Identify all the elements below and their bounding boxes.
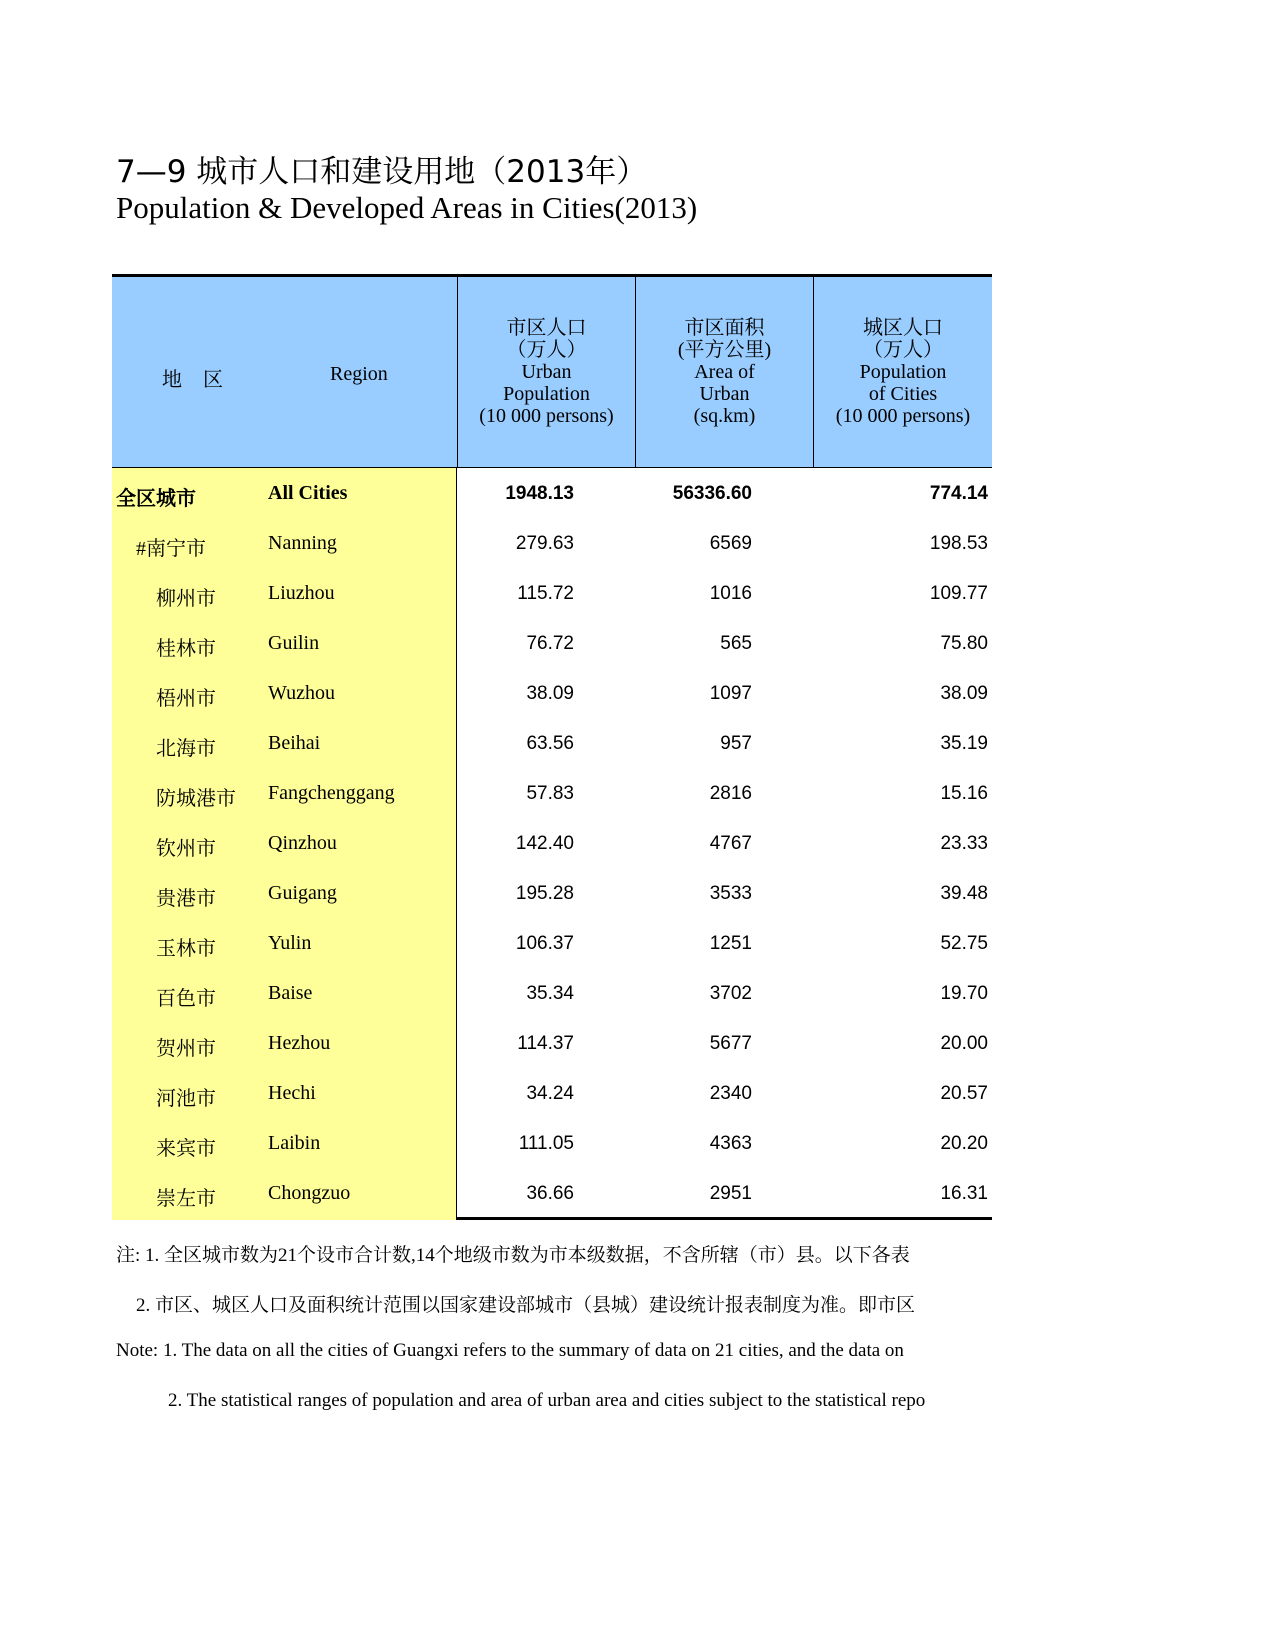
urban-population-value: 115.72 xyxy=(517,583,574,604)
table-row xyxy=(112,620,992,670)
header-text: (10 000 persons) xyxy=(479,405,614,427)
header-urban-area xyxy=(635,277,813,467)
note-cn-2: 2. 市区、城区人口及面积统计范围以国家建设部城市（县城）建设统计报表制度为准。即市区 xyxy=(136,1295,916,1316)
header-text: （万人） xyxy=(506,339,587,361)
region-name-cn: 贺州市 xyxy=(156,1038,216,1060)
urban-area-value: 6569 xyxy=(709,533,752,554)
region-name-cn: 梧州市 xyxy=(156,688,216,710)
region-name-cn: 来宾市 xyxy=(156,1138,216,1160)
header-text: (平方公里) xyxy=(677,339,772,361)
table-row xyxy=(112,670,992,720)
city-population-value: 15.16 xyxy=(940,783,988,804)
city-population-value: 16.31 xyxy=(940,1183,988,1204)
region-name-en: All Cities xyxy=(268,482,348,504)
header-text: 城区人口 xyxy=(863,317,943,339)
region-name-cn: 钦州市 xyxy=(156,838,216,860)
city-population-value: 38.09 xyxy=(940,683,988,704)
header-text: Area of xyxy=(694,361,755,383)
city-population-value: 20.00 xyxy=(940,1033,988,1054)
city-population-value: 39.48 xyxy=(940,883,988,904)
urban-area-value: 2340 xyxy=(709,1083,752,1104)
page-title-english: Population & Developed Areas in Cities(2013) xyxy=(116,190,698,225)
urban-population-value: 114.37 xyxy=(517,1033,574,1054)
urban-area-value: 3702 xyxy=(709,983,752,1004)
region-name-en: Liuzhou xyxy=(268,582,335,604)
region-name-en: Wuzhou xyxy=(268,682,335,704)
table-row xyxy=(112,1120,992,1170)
urban-area-value: 1251 xyxy=(709,933,752,954)
city-population-value: 19.70 xyxy=(940,983,988,1004)
table-row xyxy=(112,720,992,770)
header-urban-population xyxy=(457,277,635,467)
table-row xyxy=(112,1170,992,1220)
table-row xyxy=(112,570,992,620)
header-text: Urban xyxy=(521,361,572,383)
region-name-cn: #南宁市 xyxy=(136,538,206,560)
region-name-en: Hechi xyxy=(268,1082,316,1104)
header-region-cn: 地 区 xyxy=(162,369,231,391)
note-en-1: Note: 1. The data on all the cities of Guangxi refers to the summary of data on 21 cities, and the data on xyxy=(116,1340,904,1361)
urban-population-value: 57.83 xyxy=(526,783,574,804)
city-population-value: 198.53 xyxy=(929,533,988,554)
region-name-cn: 桂林市 xyxy=(156,638,216,660)
urban-population-value: 38.09 xyxy=(526,683,574,704)
region-name-en: Baise xyxy=(268,982,313,1004)
region-name-cn: 崇左市 xyxy=(156,1188,216,1210)
region-name-cn: 玉林市 xyxy=(156,938,216,960)
table-row xyxy=(112,820,992,870)
region-name-cn: 柳州市 xyxy=(156,588,216,610)
urban-area-value: 957 xyxy=(720,733,752,754)
table-row xyxy=(112,770,992,820)
page-title-chinese: 7—9 城市人口和建设用地（2013年） xyxy=(116,154,648,190)
city-population-value: 35.19 xyxy=(940,733,988,754)
city-population-value: 774.14 xyxy=(929,483,988,504)
region-name-en: Guigang xyxy=(268,882,337,904)
table-row xyxy=(112,870,992,920)
table-row xyxy=(112,970,992,1020)
region-name-en: Guilin xyxy=(268,632,320,654)
region-name-cn: 北海市 xyxy=(156,738,216,760)
table-row xyxy=(112,520,992,570)
table-notes xyxy=(116,1240,992,1410)
header-region-en: Region xyxy=(330,363,388,385)
region-name-cn: 贵港市 xyxy=(156,888,216,910)
urban-area-value: 5677 xyxy=(709,1033,752,1054)
urban-area-value: 56336.60 xyxy=(672,483,752,504)
note-en-2: 2. The statistical ranges of population and area of urban area and cities subject to the statistical repo xyxy=(168,1390,926,1410)
note-cn-1: 注: 1. 全区城市数为21个设市合计数,14个地级市数为市本级数据，不含所辖（市）县。以下各表 xyxy=(116,1245,910,1266)
region-name-cn: 全区城市 xyxy=(116,488,196,510)
urban-population-value: 63.56 xyxy=(526,733,574,754)
urban-population-value: 34.24 xyxy=(526,1083,574,1104)
urban-population-value: 142.40 xyxy=(515,833,574,854)
region-name-en: Beihai xyxy=(268,732,321,754)
region-name-en: Nanning xyxy=(268,532,337,554)
urban-area-value: 4767 xyxy=(709,833,752,854)
city-population-value: 23.33 xyxy=(940,833,988,854)
header-text: (sq.km) xyxy=(693,405,756,427)
header-text: （万人） xyxy=(863,339,943,361)
urban-area-value: 3533 xyxy=(709,883,752,904)
urban-area-value: 4363 xyxy=(709,1133,752,1154)
urban-area-value: 1097 xyxy=(709,683,752,704)
header-text: 市区面积 xyxy=(684,317,765,339)
header-text: of Cities xyxy=(868,383,938,405)
header-text: (10 000 persons) xyxy=(835,405,971,427)
urban-population-value: 106.37 xyxy=(515,933,574,954)
region-name-en: Laibin xyxy=(268,1132,321,1154)
region-name-en: Yulin xyxy=(268,932,312,954)
table-row xyxy=(112,1070,992,1120)
urban-population-value: 76.72 xyxy=(526,633,574,654)
urban-area-value: 2951 xyxy=(709,1183,752,1204)
region-name-cn: 百色市 xyxy=(156,988,216,1010)
region-name-en: Fangchenggang xyxy=(268,782,395,804)
city-population-value: 52.75 xyxy=(940,933,988,954)
header-text: Population xyxy=(859,361,947,383)
header-city-population xyxy=(813,277,992,467)
urban-area-value: 565 xyxy=(720,633,752,654)
table-row xyxy=(112,1020,992,1070)
urban-population-value: 1948.13 xyxy=(505,483,574,504)
urban-area-value: 2816 xyxy=(709,783,752,804)
region-name-en: Chongzuo xyxy=(268,1182,351,1204)
urban-population-value: 35.34 xyxy=(526,983,574,1004)
table-row xyxy=(112,920,992,970)
urban-population-value: 111.05 xyxy=(518,1133,574,1154)
urban-population-value: 279.63 xyxy=(515,533,574,554)
city-population-value: 109.77 xyxy=(929,583,988,604)
urban-area-value: 1016 xyxy=(709,583,752,604)
table-row xyxy=(112,470,992,520)
table-header xyxy=(112,277,992,468)
urban-population-value: 195.28 xyxy=(515,883,574,904)
region-name-en: Hezhou xyxy=(268,1032,331,1054)
header-text: Population xyxy=(503,383,590,405)
region-name-en: Qinzhou xyxy=(268,832,337,854)
header-text: 市区人口 xyxy=(506,317,587,339)
city-population-value: 20.20 xyxy=(940,1133,988,1154)
city-population-value: 75.80 xyxy=(940,633,988,654)
data-table xyxy=(112,274,992,1220)
header-text: Urban xyxy=(699,383,750,405)
region-name-cn: 河池市 xyxy=(156,1088,216,1110)
region-name-cn: 防城港市 xyxy=(156,788,236,810)
city-population-value: 20.57 xyxy=(940,1083,988,1104)
urban-population-value: 36.66 xyxy=(526,1183,574,1204)
